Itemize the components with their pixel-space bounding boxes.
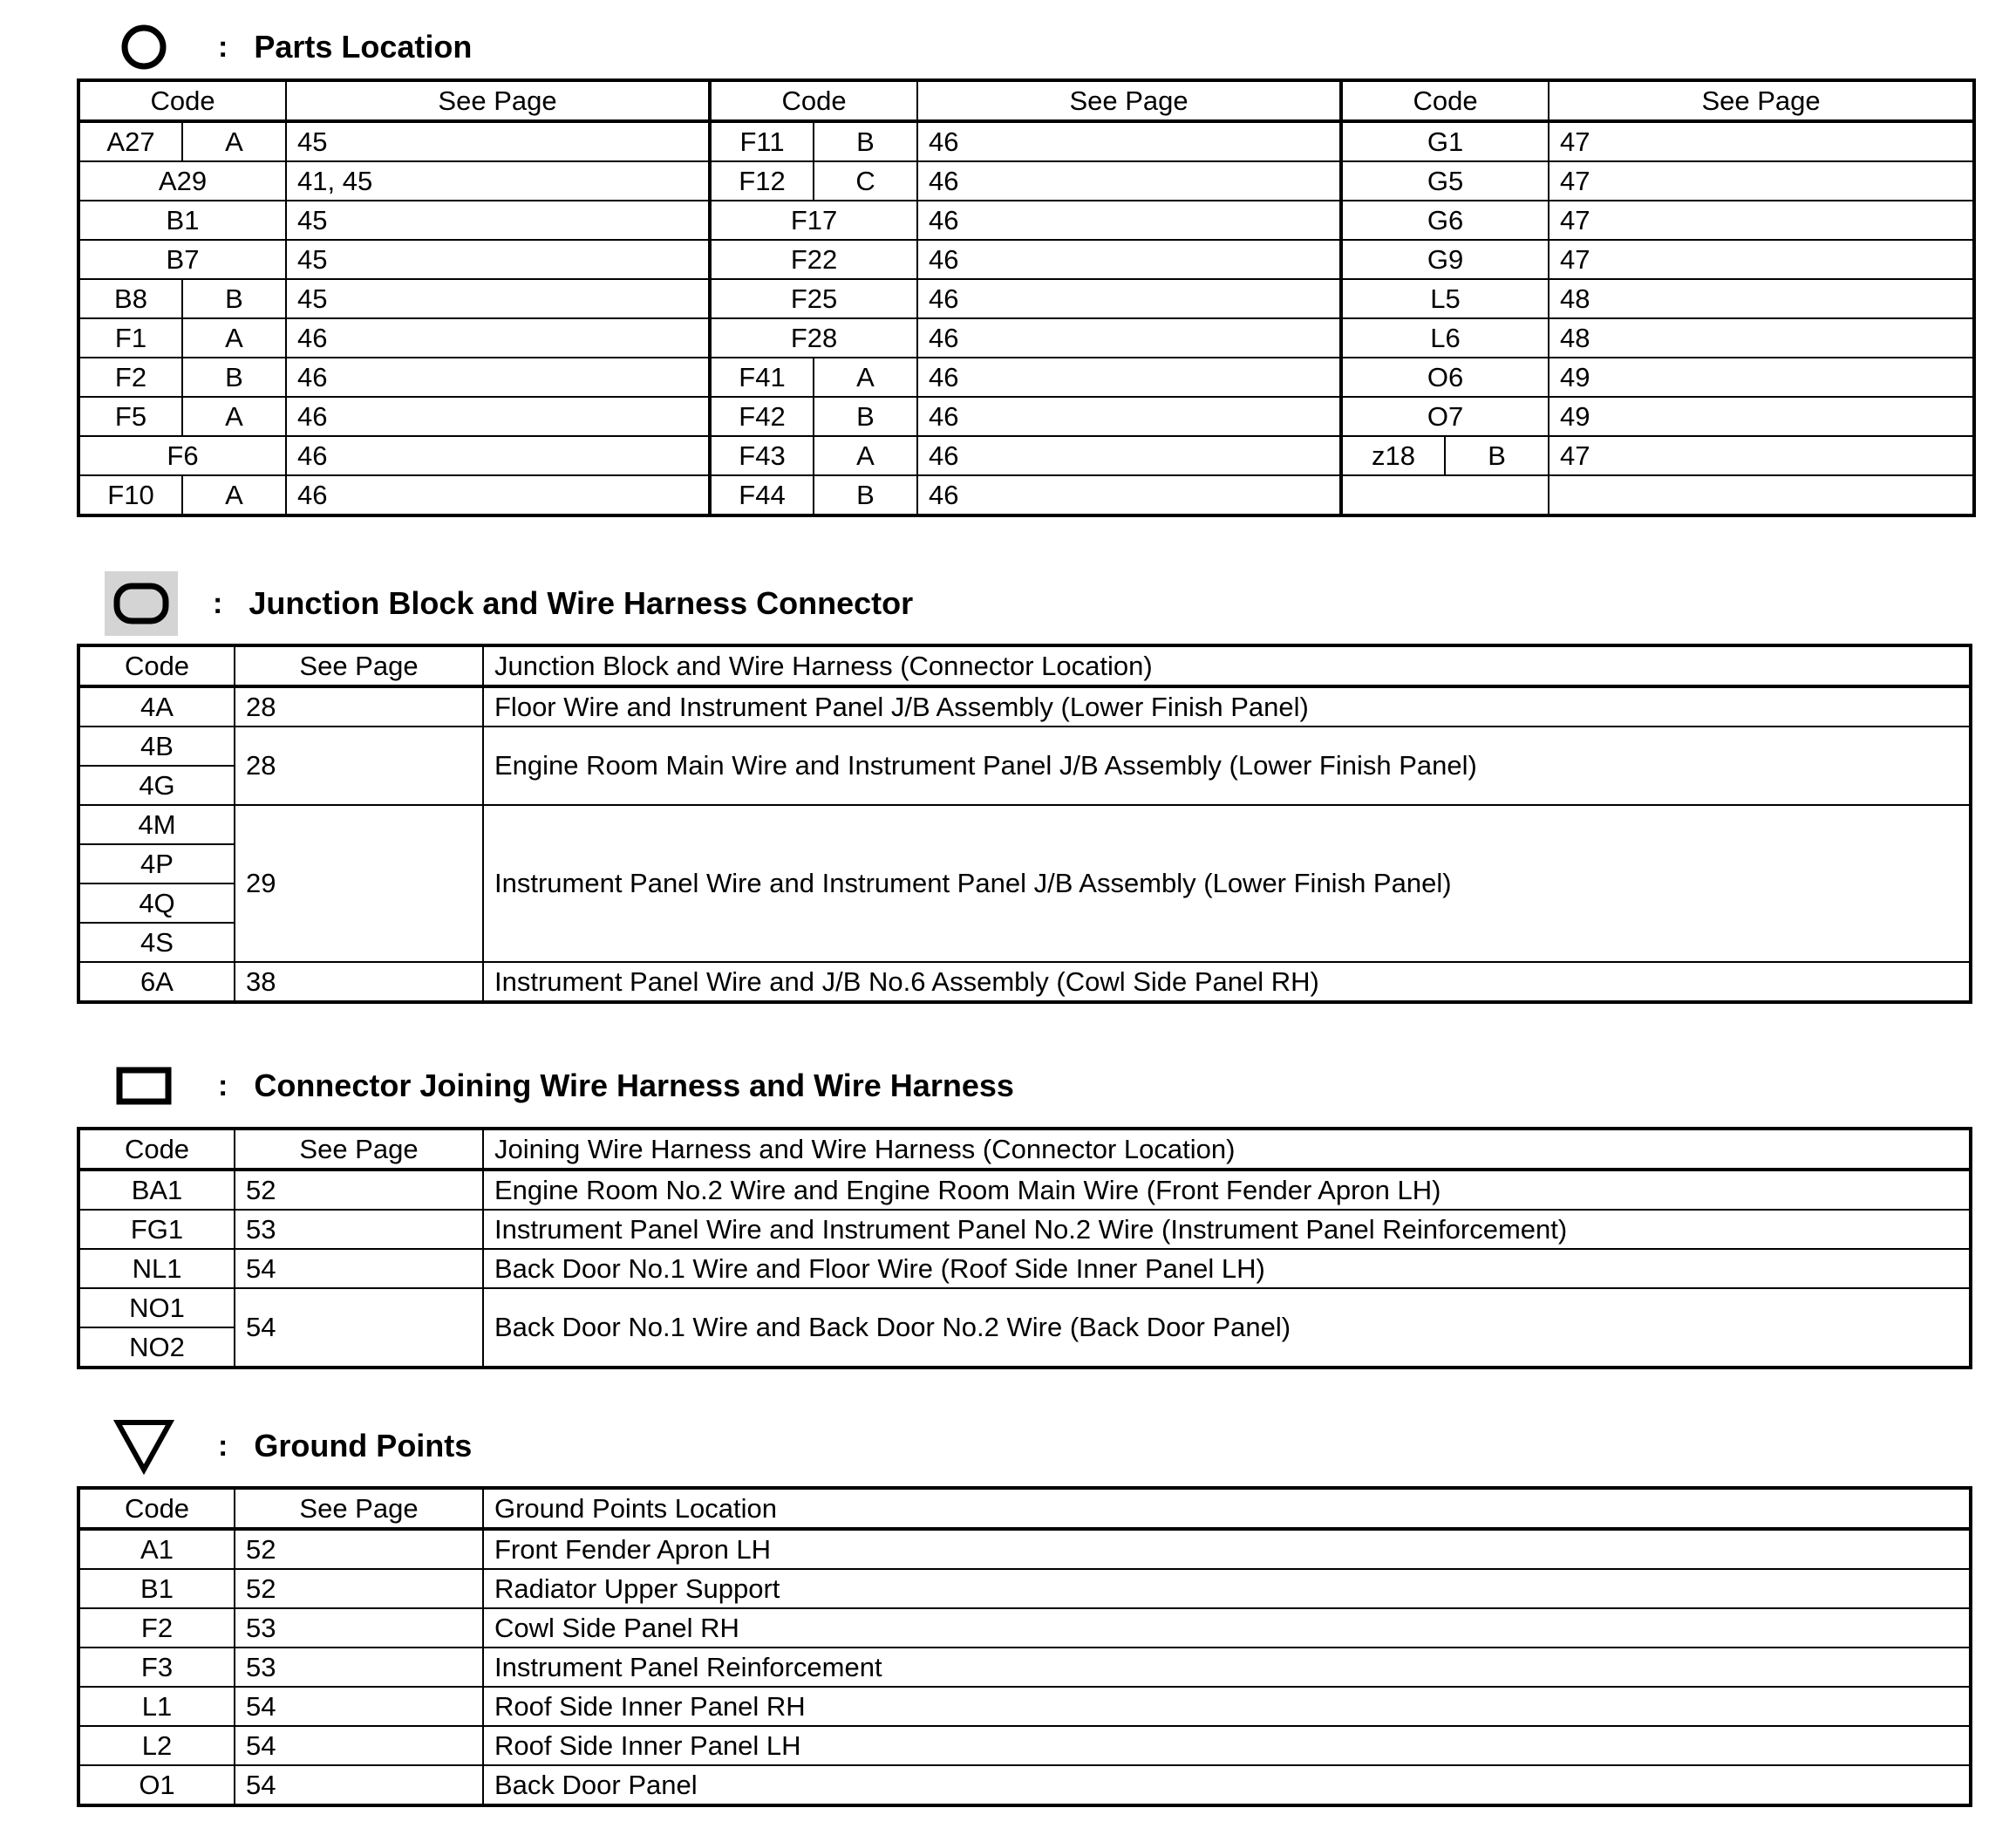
table-row [78, 121, 1974, 161]
section-title: Parts Location [254, 29, 473, 65]
table-row [78, 962, 1971, 1002]
code-cell: F42 [710, 397, 814, 436]
see-page-cell: 54 [235, 1288, 483, 1368]
code-cell: BA1 [78, 1170, 235, 1210]
see-page-cell: 46 [917, 397, 1341, 436]
table-row [78, 1687, 1971, 1726]
location-cell: Roof Side Inner Panel LH [483, 1726, 1971, 1765]
location-cell: Floor Wire and Instrument Panel J/B Assembly (Lower Finish Panel) [483, 686, 1971, 727]
code-cell: A27 [78, 121, 182, 161]
location-cell: Engine Room Main Wire and Instrument Panel J/B Assembly (Lower Finish Panel) [483, 727, 1971, 805]
code-cell: L1 [78, 1687, 235, 1726]
circle-icon [105, 12, 183, 82]
table-row [78, 1529, 1971, 1569]
location-cell: Back Door Panel [483, 1765, 1971, 1805]
sub-code-cell: B [814, 397, 917, 436]
code-cell: G9 [1341, 240, 1549, 279]
table-row [78, 1288, 1971, 1327]
see-page-cell: 47 [1549, 121, 1974, 161]
code-cell: 4S [78, 923, 235, 962]
column-header-see-page: See Page [917, 80, 1341, 121]
see-page-cell: 46 [917, 121, 1341, 161]
ground-points-table [77, 1486, 1972, 1807]
see-page-cell: 52 [235, 1529, 483, 1569]
section-title: Junction Block and Wire Harness Connector [249, 585, 914, 621]
header-row [78, 1129, 1971, 1170]
sub-code-cell: B [814, 121, 917, 161]
column-header-code: Code [78, 1488, 235, 1529]
column-header-see-page: See Page [235, 645, 483, 686]
code-cell: 4P [78, 844, 235, 883]
connector-joining-table [77, 1127, 1972, 1369]
see-page-cell: 47 [1549, 161, 1974, 201]
location-cell: Front Fender Apron LH [483, 1529, 1971, 1569]
location-cell: Cowl Side Panel RH [483, 1608, 1971, 1648]
column-header-location: Junction Block and Wire Harness (Connector Location) [483, 645, 1971, 686]
see-page-cell: 46 [286, 475, 710, 515]
table-row [78, 397, 1974, 436]
table-row [78, 1608, 1971, 1648]
sub-code-cell: A [182, 318, 286, 358]
sub-code-cell: A [182, 475, 286, 515]
column-header-code: Code [78, 645, 235, 686]
see-page-cell: 49 [1549, 397, 1974, 436]
column-header-location: Ground Points Location [483, 1488, 1971, 1529]
code-cell: B8 [78, 279, 182, 318]
sub-code-cell: C [814, 161, 917, 201]
column-header-see-page: See Page [286, 80, 710, 121]
see-page-cell: 46 [286, 436, 710, 475]
code-cell: O1 [78, 1765, 235, 1805]
parts-location-table [77, 78, 1976, 517]
see-page-cell: 46 [286, 358, 710, 397]
code-cell: F3 [78, 1648, 235, 1687]
see-page-cell: 46 [917, 161, 1341, 201]
header-row [78, 1488, 1971, 1529]
column-header-code: Code [78, 1129, 235, 1170]
see-page-cell: 54 [235, 1726, 483, 1765]
location-cell: Back Door No.1 Wire and Back Door No.2 Wire (Back Door Panel) [483, 1288, 1971, 1368]
see-page-cell: 47 [1549, 201, 1974, 240]
code-cell: F2 [78, 358, 182, 397]
column-header-see-page: See Page [235, 1129, 483, 1170]
see-page-cell: 45 [286, 201, 710, 240]
see-page-cell: 41, 45 [286, 161, 710, 201]
see-page-cell: 46 [917, 436, 1341, 475]
see-page-cell: 54 [235, 1765, 483, 1805]
table-row [78, 436, 1974, 475]
code-cell: F43 [710, 436, 814, 475]
code-cell: F17 [710, 201, 917, 240]
see-page-cell: 28 [235, 686, 483, 727]
see-page-cell: 49 [1549, 358, 1974, 397]
code-cell: A29 [78, 161, 286, 201]
code-cell: 4B [78, 727, 235, 766]
see-page-cell: 52 [235, 1569, 483, 1608]
code-cell: A1 [78, 1529, 235, 1569]
header-row [78, 80, 1974, 121]
code-cell: z18 [1341, 436, 1445, 475]
location-cell: Radiator Upper Support [483, 1569, 1971, 1608]
location-cell: Instrument Panel Wire and J/B No.6 Assembly (Cowl Side Panel RH) [483, 962, 1971, 1002]
code-cell: F1 [78, 318, 182, 358]
code-cell: F25 [710, 279, 917, 318]
see-page-cell: 46 [286, 397, 710, 436]
see-page-cell: 38 [235, 962, 483, 1002]
see-page-cell: 53 [235, 1648, 483, 1687]
heading-colon: : [213, 586, 223, 620]
code-cell: F6 [78, 436, 286, 475]
see-page-cell: 46 [917, 201, 1341, 240]
see-page-cell: 45 [286, 121, 710, 161]
code-cell: L5 [1341, 279, 1549, 318]
sub-code-cell: A [182, 121, 286, 161]
see-page-cell: 48 [1549, 279, 1974, 318]
section-title: Ground Points [254, 1428, 473, 1463]
rounded-rectangle-icon [105, 571, 178, 636]
code-cell: B1 [78, 201, 286, 240]
heading-colon: : [218, 1068, 228, 1102]
triangle-down-icon [105, 1411, 183, 1481]
code-cell: B1 [78, 1569, 235, 1608]
see-page-cell: 53 [235, 1210, 483, 1249]
code-cell: F22 [710, 240, 917, 279]
connector-joining-heading [105, 1051, 1014, 1121]
code-cell: NO1 [78, 1288, 235, 1327]
table-row [78, 358, 1974, 397]
code-cell: F10 [78, 475, 182, 515]
code-cell: F28 [710, 318, 917, 358]
junction-block-heading [105, 569, 913, 638]
code-cell: NO2 [78, 1327, 235, 1368]
code-cell: F2 [78, 1608, 235, 1648]
sub-code-cell: A [182, 397, 286, 436]
section-title: Connector Joining Wire Harness and Wire Harness [254, 1068, 1014, 1103]
see-page-cell: 54 [235, 1249, 483, 1288]
code-cell: F44 [710, 475, 814, 515]
column-header-code: Code [78, 80, 286, 121]
location-cell: Instrument Panel Wire and Instrument Panel J/B Assembly (Lower Finish Panel) [483, 805, 1971, 962]
code-cell: 4M [78, 805, 235, 844]
table-row [78, 1170, 1971, 1210]
sub-code-cell: B [182, 279, 286, 318]
code-cell: F11 [710, 121, 814, 161]
location-cell: Instrument Panel Reinforcement [483, 1648, 1971, 1687]
sub-code-cell: A [814, 436, 917, 475]
see-page-cell [1549, 475, 1974, 515]
column-header-see-page: See Page [235, 1488, 483, 1529]
location-cell: Back Door No.1 Wire and Floor Wire (Roof Side Inner Panel LH) [483, 1249, 1971, 1288]
code-cell: 4A [78, 686, 235, 727]
see-page-cell: 45 [286, 279, 710, 318]
see-page-cell: 48 [1549, 318, 1974, 358]
see-page-cell: 46 [917, 358, 1341, 397]
table-row [78, 201, 1974, 240]
code-cell: O7 [1341, 397, 1549, 436]
table-row [78, 161, 1974, 201]
table-row [78, 1726, 1971, 1765]
see-page-cell: 47 [1549, 436, 1974, 475]
code-cell: 4G [78, 766, 235, 805]
code-cell: G1 [1341, 121, 1549, 161]
column-header-see-page: See Page [1549, 80, 1974, 121]
code-cell: F12 [710, 161, 814, 201]
code-cell: G5 [1341, 161, 1549, 201]
table-row [78, 1765, 1971, 1805]
heading-colon: : [218, 30, 228, 64]
code-cell: NL1 [78, 1249, 235, 1288]
see-page-cell: 28 [235, 727, 483, 805]
parts-location-heading [105, 12, 472, 82]
table-row [78, 279, 1974, 318]
column-header-code: Code [1341, 80, 1549, 121]
table-row [78, 1249, 1971, 1288]
see-page-cell: 46 [917, 279, 1341, 318]
location-cell: Instrument Panel Wire and Instrument Panel No.2 Wire (Instrument Panel Reinforcement) [483, 1210, 1971, 1249]
sub-code-cell: B [182, 358, 286, 397]
sub-code-cell: B [814, 475, 917, 515]
header-row [78, 645, 1971, 686]
see-page-cell: 54 [235, 1687, 483, 1726]
see-page-cell: 52 [235, 1170, 483, 1210]
see-page-cell: 53 [235, 1608, 483, 1648]
code-cell: FG1 [78, 1210, 235, 1249]
code-cell: F41 [710, 358, 814, 397]
rectangle-icon [105, 1051, 183, 1121]
heading-colon: : [218, 1429, 228, 1463]
table-row [78, 686, 1971, 727]
column-header-location: Joining Wire Harness and Wire Harness (Connector Location) [483, 1129, 1971, 1170]
table-row [78, 1569, 1971, 1608]
junction-block-table [77, 644, 1972, 1004]
code-cell: L2 [78, 1726, 235, 1765]
code-cell: O6 [1341, 358, 1549, 397]
table-row [78, 1210, 1971, 1249]
sub-code-cell: B [1445, 436, 1549, 475]
see-page-cell: 46 [286, 318, 710, 358]
ground-points-heading [105, 1411, 472, 1481]
table-row [78, 805, 1971, 844]
location-cell: Roof Side Inner Panel RH [483, 1687, 1971, 1726]
code-cell: 6A [78, 962, 235, 1002]
see-page-cell: 46 [917, 475, 1341, 515]
code-cell [1341, 475, 1549, 515]
table-row [78, 475, 1974, 515]
code-cell: G6 [1341, 201, 1549, 240]
see-page-cell: 46 [917, 240, 1341, 279]
code-cell: 4Q [78, 883, 235, 923]
see-page-cell: 47 [1549, 240, 1974, 279]
see-page-cell: 46 [917, 318, 1341, 358]
code-cell: B7 [78, 240, 286, 279]
see-page-cell: 45 [286, 240, 710, 279]
table-row [78, 727, 1971, 766]
column-header-code: Code [710, 80, 917, 121]
code-cell: L6 [1341, 318, 1549, 358]
location-cell: Engine Room No.2 Wire and Engine Room Main Wire (Front Fender Apron LH) [483, 1170, 1971, 1210]
table-row [78, 1648, 1971, 1687]
see-page-cell: 29 [235, 805, 483, 962]
code-cell: F5 [78, 397, 182, 436]
table-row [78, 318, 1974, 358]
sub-code-cell: A [814, 358, 917, 397]
table-row [78, 240, 1974, 279]
